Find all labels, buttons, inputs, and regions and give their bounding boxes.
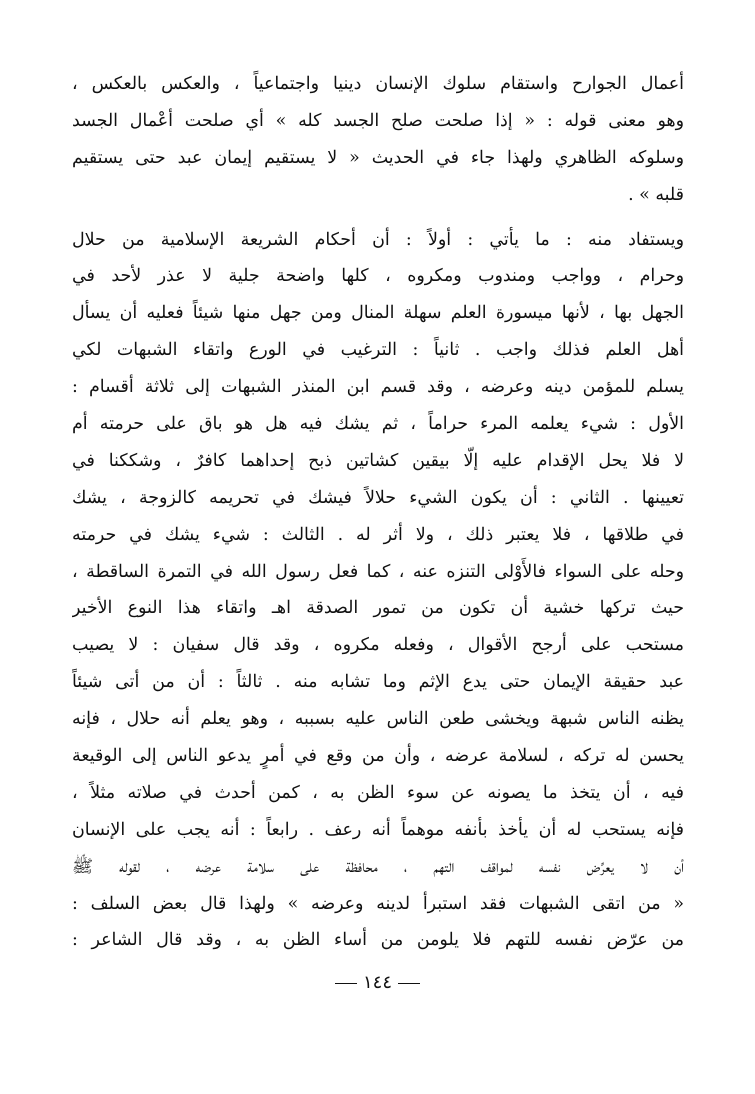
paragraph-gap xyxy=(72,214,684,222)
text-line: قلبه » . xyxy=(628,184,684,205)
folio-dash-right xyxy=(398,983,420,984)
text-line: تعيينها . الثاني : أن يكون الشيء حلالاً فيشك في تحريمه كالزوجة ، يشك xyxy=(72,487,684,508)
text-line: حيث تركها خشية أن تكون من تمور الصدقة اهـ واتقاء هذا النوع الأخير xyxy=(72,598,684,619)
text-line: الأول : شيء يعلمه المرء حراماً ، ثم يشك فيه هل هو باق على حرمته أم xyxy=(72,414,684,435)
text-line: الجهل بها ، لأنها ميسورة العلم سهلة المنال ومن جهل منها شيئاً فعليه أن يسأل xyxy=(72,303,684,324)
text-line: « من اتقى الشبهات فقد استبرأ لدينه وعرضه » ولهذا قال بعض السلف : xyxy=(72,893,684,914)
page-number-text: ١٤٤ xyxy=(362,972,392,993)
text-line: فيه ، أن يتخذ ما يصونه عن سوء الظن به ، كمن أحدث في صلاته مثلاً ، xyxy=(72,782,684,803)
text-line: يحسن له تركه ، لسلامة عرضه ، وأن من وقع في أمرٍ يدعو الناس إلى الوقيعة xyxy=(72,746,684,767)
text-line: من عرّض نفسه للتهم فلا يلومن من أساء الظن به ، وقد قال الشاعر : xyxy=(72,930,684,951)
text-line: أعمال الجوارح واستقام سلوك الإنسان دينيا واجتماعياً ، والعكس بالعكس ، xyxy=(72,74,684,94)
text-line: وحرام ، وواجب ومندوب ومكروه ، كلها واضحة جلية لا عذر لأحد في xyxy=(72,266,684,287)
text-line: أن لا يعرِّض نفسه لمواقف التهم ، محافظة على سلامة عرضه ، لقوله ﷺ xyxy=(72,856,684,877)
text-line: يظنه الناس شبهة ويخشى طعن الناس عليه بسببه ، وهو يعلم أنه حلال ، فإنه xyxy=(72,709,684,730)
text-line: في طلاقها ، فلا يعتبر ذلك ، ولا أثر له . الثالث : شيء يشك في حرمته xyxy=(72,524,684,545)
text-line: وحله على السواء فالأَوْلى التنزه عنه ، كما فعل رسول الله في التمرة الساقطة ، xyxy=(72,561,684,582)
folio-dash-left xyxy=(335,983,357,984)
text-line: أهل العلم فذلك واجب . ثانياً : الترغيب في الورع واتقاء الشبهات لكي xyxy=(72,340,684,361)
text-line: عبد حقيقة الإيمان حتى يدع الإثم وما تشابه منه . ثالثاً : أن من أتى شيئاً xyxy=(72,672,684,693)
text-line: مستحب على أرجح الأقوال ، وفعله مكروه ، وقد قال سفيان : لا يصيب xyxy=(72,635,684,656)
text-line: فإنه يستحب له أن يأخذ بأنفه موهماً أنه رعف . رابعاً : أنه يجب على الإنسان xyxy=(72,819,684,840)
page-body-text xyxy=(72,66,684,959)
text-line: وسلوكه الظاهري ولهذا جاء في الحديث « لا يستقيم إيمان عبد حتى يستقيم xyxy=(72,147,684,168)
text-line: لا فلا يحل الإقدام عليه إلّا بيقين كشاتين ذبح إحداهما كافرٌ ، وشككنا في xyxy=(72,450,684,471)
page-number xyxy=(0,968,755,998)
text-line: ويستفاد منه : ما يأتي : أولاً : أن أحكام الشريعة الإسلامية من حلال xyxy=(72,229,684,250)
text-line: يسلم للمؤمن دينه وعرضه ، وقد قسم ابن المنذر الشبهات إلى ثلاثة أقسام : xyxy=(72,377,684,398)
text-line: وهو معنى قوله : « إذا صلحت صلح الجسد كله » أي صلحت أعْمال الجسد xyxy=(72,110,684,131)
